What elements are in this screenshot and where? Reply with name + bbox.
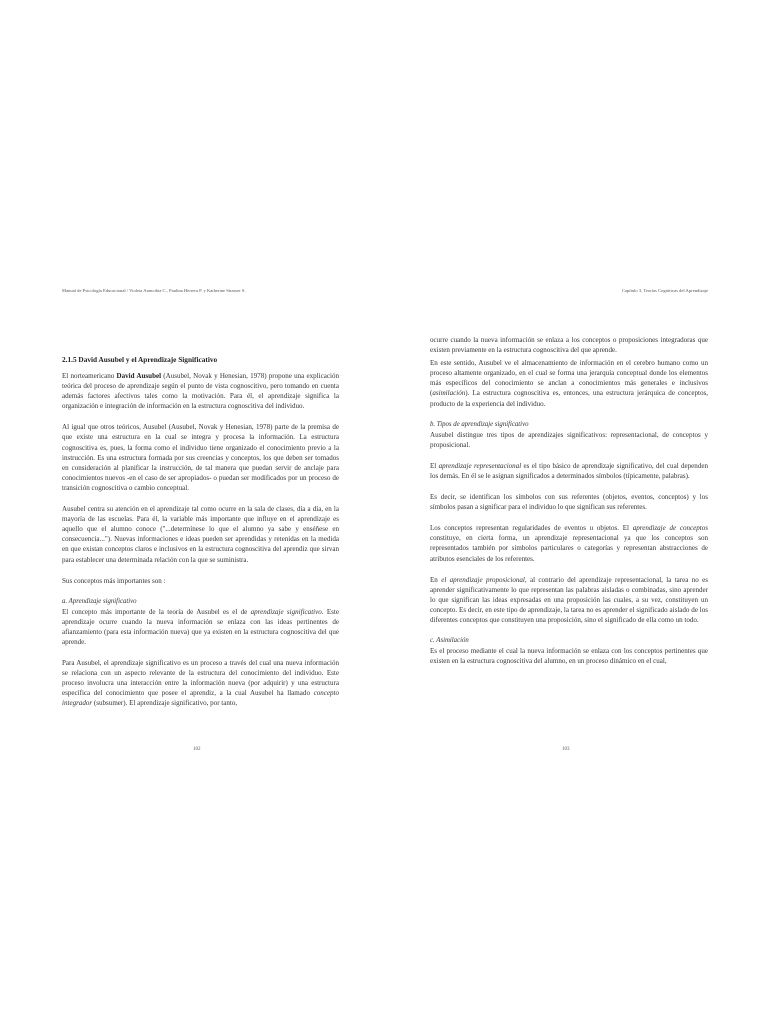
right-page: [384, 0, 768, 1024]
p5-text-a: El concepto más importante de la teoría de Ausubel es el de: [62, 607, 251, 616]
p1-text-a: El norteamericano: [62, 372, 117, 380]
right-paragraph-2: [430, 358, 708, 408]
left-paragraph-4: Sus conceptos más importantes son :: [62, 576, 166, 585]
rp7-text-b: , al contrario del aprendizaje representacional, la tarea no es aprender significativamente lo que representan las palabras aisladas o combinadas, sino aprender lo que significan las ideas expresadas en una proposición las cuales, a su vez, constituyen un concepto. Es decir, en este tipo de aprendizaje, la tarea no es aprender el significado aislado de los diferentes conceptos que constituyen una proposición, sino el significado de ella como un todo.: [430, 575, 708, 624]
left-text-column: [62, 355, 339, 720]
left-paragraph-1: [62, 371, 339, 411]
p5-emphasis: aprendizaje significativo: [250, 607, 322, 616]
rp6-text-b: constituye, en cierta forma, un aprendizaje representacional ya que los conceptos son representados también por símbolos particulares o categorías y representan abstracciones de atributos esenciales de los referentes.: [430, 534, 708, 563]
p1-text-b: (Ausubel, Novak y Henesian, 1978) propone una explicación teórica del proceso de aprendizaje según el punto de vista cognoscitivo, pero tomando en cuenta además factores afectivos tales como la motivación. Para él, el aprendizaje significa la organización e integración de información en la estructura cognoscitiva del individuo.: [62, 372, 339, 411]
rp7-emphasis: el aprendizaje proposicional: [441, 575, 525, 584]
left-paragraph-6: [62, 658, 339, 708]
rp2-text-a: En este sentido, Ausubel ve el almacenamiento de información en el cerebro humano como un proceso altamente organizado, en el cual se forma una jerarquía conceptual donde los elementos más específicos del conocimiento se anclan a conocimientos más generales e inclusivos (: [430, 359, 708, 398]
right-paragraph-1: ocurre cuando la nueva información se enlaza a los conceptos o proposiciones integradoras que existen previamente en la estructura cognoscitiva del que aprende.: [430, 336, 708, 355]
left-paragraph-5: [62, 607, 339, 647]
right-text-column: [430, 335, 708, 677]
right-running-head: Capítulo 3, Teorías Cognitivas del Aprendizaje: [621, 288, 708, 293]
p6-text-a: Para Ausubel, el aprendizaje significativo es un proceso a través del cual una nueva información se relaciona con un aspecto relevante de la estructura del conocimiento del individuo. Este proceso involucra una interacción entre la información nueva (por adquirir) y una estructura específica del conocimiento que posee el aprendiz, a la cual Ausubel ha llamado: [62, 659, 339, 698]
left-paragraph-3: Ausubel centra su atención en el aprendizaje tal como ocurre en la sala de clases, día a día, en la mayoría de las escuelas. Para él, la variable más importante que influye en el aprendizaje es aquello que el alumno conoce ("...determínese lo que el alumno ya sabe y enséñese en consecuencia..."). Nuevas informaciones e ideas pueden ser aprendidas y retenidas en la medida en que existan conceptos claros e inclusivos en la estructura cognoscitiva del aprendiz que sirvan para establecer una determinada relación con la que se suministra.: [62, 505, 339, 564]
rp4-emphasis: aprendizaje representacional: [438, 461, 522, 470]
rp6-emphasis: aprendizaje de conceptos: [632, 524, 708, 533]
p6-text-b: (subsumer). El aprendizaje significativo, por tanto,: [92, 699, 238, 708]
subheading-b: b. Tipos de aprendizaje significativo: [430, 420, 529, 428]
right-paragraph-8: Es el proceso mediante el cual la nueva información se enlaza con los conceptos pertinentes que existen en la estructura cognoscitiva del alumno, en un proceso dinámico en el cual,: [430, 647, 708, 666]
right-paragraph-5: Es decir, se identifican los símbolos con sus referentes (objetos, eventos, conceptos) y los símbolos pasan a significar para el individuo lo que significan sus referentes.: [430, 493, 708, 512]
left-page-number: 102: [193, 747, 201, 752]
author-name: David Ausubel: [116, 372, 162, 380]
right-paragraph-4: [430, 461, 708, 481]
rp2-text-b: ). La estructura cognoscitiva es, entonces, una estructura jerárquica de conceptos, producto de la experiencia del individuo.: [430, 389, 708, 408]
subheading-a: a. Aprendizaje significativo: [62, 597, 137, 605]
right-paragraph-6: [430, 523, 708, 563]
right-page-number: 103: [562, 747, 570, 752]
left-paragraph-2: Al igual que otros teóricos, Ausubel (Ausubel, Novak y Henesian, 1978) parte de la premisa de que existe una estructura en la cual se integra y procesa la información. La estructura cognoscitiva es, pues, la forma como el individuo tiene organizado el conocimiento previo a la instrucción. Es una estructura formada por sus creencias y conceptos, los que deben ser tomados en consideración al planificar la instrucción, de tal manera que puedan servir de anclaje para conocimientos nuevos -en el caso de ser apropiados- o puedan ser modificados por un proceso de transición cognoscitiva o cambio conceptual.: [62, 423, 339, 492]
rp2-emphasis: asimilación: [432, 389, 466, 398]
rp4-text-a: El: [430, 461, 439, 470]
p5-text-b: . Este aprendizaje ocurre cuando la nueva información se enlaza con las ideas pertinentes de afianzamiento (para esta información nueva) que ya existen en la estructura cognoscitiva del que aprende.: [62, 607, 339, 646]
right-paragraph-7: [430, 575, 708, 625]
p6-emphasis: concepto integrador: [62, 689, 339, 708]
rp6-text-a: Los conceptos representan regularidades de eventos u objetos. El: [430, 524, 633, 533]
section-title: 2.1.5 David Ausubel y el Aprendizaje Significativo: [62, 355, 218, 364]
right-paragraph-3: Ausubel distingue tres tipos de aprendizajes significativos: representacional, de conceptos y proposicional.: [430, 430, 708, 449]
subheading-c: c. Asimilación: [430, 637, 469, 645]
left-running-head: Manual de Psicología Educacional / Violeta Arancibia C., Paulina Herrera P. y Katherine Strasser S.: [62, 288, 246, 293]
rp7-text-a: En: [430, 575, 442, 584]
rp4-text-b: es el tipo básico de aprendizaje significativo, del cual dependen los demás. En él se le asignan significados a determinados símbolos (típicamente, palabras).: [430, 461, 708, 480]
